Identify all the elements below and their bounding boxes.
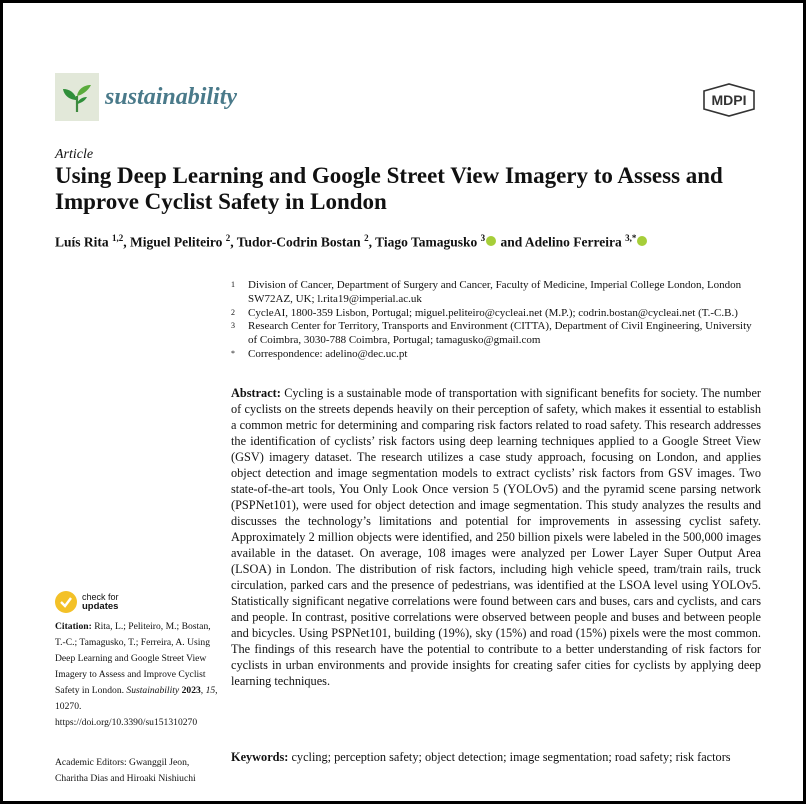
author-affiliation-mark: 2 <box>364 233 369 243</box>
author-name: Tiago Tamagusko <box>375 234 478 250</box>
orcid-icon[interactable] <box>486 236 496 246</box>
citation-text: Rita, L.; Peliteiro, M.; Bostan, T.-C.; Tamagusko, T.; Ferreira, A. Using Deep Learning and Google Street View Imagery to Assess and Improve Cyclist Safety in London. <box>55 621 211 696</box>
author-affiliation-mark: 1,2 <box>112 233 124 243</box>
check-icon <box>55 591 77 613</box>
author-affiliation-mark: 3 <box>480 233 486 243</box>
article-type: Article <box>55 147 94 162</box>
plant-icon <box>55 73 99 121</box>
author-name: Luís Rita <box>55 234 109 250</box>
affiliation-item: 3 Research Center for Territory, Transports and Environment (CITTA), Department of Civil Engineering, University of Coimbra, 3030-788 Coimbra, Portugal; tamagusko@gmail.com <box>231 320 752 347</box>
author-list: Luís Rita $^{1,2}$, Miguel Peliteiro $^2$, Tudor-Codrin Bostan $^2$, Tiago Tamagusko $^3$ and Adelino Ferreira $^{3,*}$ <box>55 233 648 251</box>
citation-doi[interactable]: https://doi.org/10.3390/su151310270 <box>55 717 198 728</box>
abstract-text: Cycling is a sustainable mode of transportation with significant benefits for society. The number of cyclists on the streets depends heavily on their perception of safety, which makes it essential to establish a common metric for determining and comparing risk factors related to road safety. This research addresses the identification of cyclists’ risk factors using deep learning techniques applied to a Google Street View (GSV) imagery dataset. The research utilizes a case study approach, focusing on London, and applies object detection and image segmentation models to extract cyclists’ risk factors from GSV images. Two state-of-the-art tools, You Only Look Once version 5 (YOLOv5) and the pyramid scene parsing network (PSPNet101), were used for object detection and image segmentation. This study analyzes the results and discusses the technology’s limitations and potential for improvements in assessing cyclist safety. Approximately 2 million objects were identified, and 250 billion pixels were labeled in the 500,000 images available in the dataset. On average, 108 images were analyzed per Lower Layer Super Output Area (LSOA) in London. The distribution of risk factors, including high vehicle speed, tram/train rails, truck circulation, parked cars and the presence of pedestrians, was identified at the LSOA level using YOLOv5. Statistically significant negative correlations were found between cars and buses, cars and cyclists, and cars and people. In contrast, positive correlations were observed between people and buses and between people and bicycles. Using PSPNet101, building (19%), sky (15%) and road (15%) pixels were the most common. The findings of this research have the potential to contribute to a better understanding of risk factors for cyclists in urban environments and provide insights for creating safer cities for cyclists by applying deep learning techniques. <box>231 386 761 688</box>
citation-label: Citation: <box>55 621 92 632</box>
abstract-label: Abstract: <box>231 386 281 400</box>
author-name: Adelino Ferreira <box>524 234 622 250</box>
author-affiliation-mark: 3,* <box>625 233 637 243</box>
keywords <box>231 750 731 765</box>
citation-journal: Sustainability <box>126 685 180 696</box>
journal-logo <box>55 73 237 121</box>
citation-article-number: , 10270. <box>55 685 218 712</box>
journal-name: sustainability <box>105 83 238 110</box>
check-updates-line2: updates <box>82 601 119 612</box>
affiliation-item: 1 Division of Cancer, Department of Surgery and Cancer, Faculty of Medicine, Imperial College London, London SW72AZ, UK; l.rita19@imperial.ac.uk <box>231 279 742 305</box>
citation: Citation: Rita, L.; Peliteiro, M.; Bostan, T.-C.; Tamagusko, T.; Ferreira, A. Using Deep Learning and Google Street View Imagery to Assess and Improve Cyclist Safety in London. Sustainability 2023, 15, 10270. https://doi.org/10.3390/su151310270 <box>55 621 218 728</box>
correspondence: * Correspondence: adelino@dec.uc.pt <box>231 347 408 360</box>
citation-year: 2023 <box>181 685 201 696</box>
check-updates-line1: check for <box>82 592 119 602</box>
keywords-text: cycling; perception safety; object detection; image segmentation; road safety; risk factors <box>291 750 731 764</box>
keywords-label: Keywords: <box>231 750 289 764</box>
academic-editors: Academic Editors: Gwanggil Jeon, Charitha Dias and Hiroaki Nishiuchi <box>55 757 196 784</box>
affiliations <box>231 279 761 362</box>
author-affiliation-mark: 2 <box>225 233 231 243</box>
mdpi-logo <box>700 83 758 122</box>
paper-title: Using Deep Learning and Google Street View Imagery to Assess and Improve Cyclist Safety in London <box>55 163 723 214</box>
author-name: Tudor-Codrin Bostan <box>236 234 361 250</box>
publisher-name: MDPI <box>711 92 747 108</box>
citation-volume: 15 <box>205 685 216 696</box>
author-name: Miguel Peliteiro <box>130 234 223 250</box>
check-for-updates[interactable] <box>55 591 119 613</box>
affiliation-item: 2 CycleAI, 1800-359 Lisbon, Portugal; miguel.peliteiro@cycleai.net (M.P.); codrin.bostan@cycleai.net (T.-C.B.) <box>231 306 738 319</box>
orcid-icon[interactable] <box>637 236 647 246</box>
abstract <box>231 385 761 689</box>
